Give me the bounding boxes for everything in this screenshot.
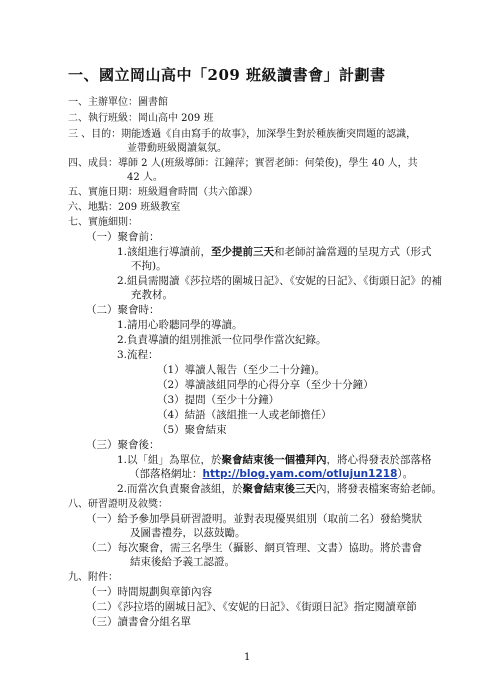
before-item-1: 1.該組進行導讀前，至少提前三天和老師討論當週的呈現方式（形式 <box>117 246 432 258</box>
flow-step-1: （1）導讀人報告（至少二十分鐘)。 <box>157 364 326 376</box>
section-purpose: 三 、目的：期能透過《自由寫手的故事》，加深學生對於種族衝突問題的認識， <box>68 129 417 140</box>
section-purpose-cont: 並帶動班級閱讀氣氛。 <box>127 143 227 154</box>
flow-step-2: （2）導讀該組同學的心得分享（至少十分鐘） <box>157 379 374 391</box>
section-members-cont: 42 人。 <box>127 172 163 183</box>
after-item-1-cont: （部落格網址：http://blog.yam.com/otlujun1218）。 <box>129 468 414 480</box>
during-item-3: 3.流程： <box>117 349 159 361</box>
during-item-2: 2.負責導讀的組別推派一位同學作當次紀錄。 <box>117 334 327 346</box>
during-item-1: 1.請用心聆聽同學的導讀。 <box>117 319 243 331</box>
section-organizer: 一、主辦單位：圖書館 <box>68 97 168 108</box>
attachment-item-3: （三）讀書會分組名單 <box>86 616 191 628</box>
attachment-item-1: （一）時間規劃與章節內容 <box>86 586 212 598</box>
after-item-1: 1.以「組」為單位，於聚會結束後一個禮拜內，將心得發表於部落格 <box>117 454 432 466</box>
section-date: 五、實施日期：班級週會時間（共六節課） <box>68 187 258 198</box>
blog-url-link[interactable]: http://blog.yam.com/otlujun1218 <box>202 468 398 480</box>
flow-step-4: （4）結語（該組推一人或老師擔任） <box>157 409 332 421</box>
before-item-2: 2.組員需閱讀《莎拉塔的圍城日記》、《安妮的日記》、《街頭日記》的補 <box>117 275 443 287</box>
section-location: 六、地點：209 班級教室 <box>68 202 181 213</box>
certificate-item-1-cont: 及圖書禮券，以茲鼓勵。 <box>130 527 246 539</box>
after-item-2: 2.而當次負責聚會該組，於聚會結束後三天內，將發表檔案寄給老師。 <box>117 483 443 495</box>
details-after-heading: （三）聚會後： <box>86 439 160 451</box>
certificate-item-2: （二）每次聚會，需三名學生（攝影、網頁管理、文書）協助。將於書會 <box>86 542 422 554</box>
certificate-item-1: （一）給予參加學員研習證明。並對表現優異組別（取前二名）發給獎狀 <box>86 513 422 525</box>
attachment-item-2: （二）《莎拉塔的圍城日記》、《安妮的日記》、《街頭日記》指定閱讀章節 <box>86 601 417 613</box>
flow-step-5: （5）聚會結束 <box>157 424 227 436</box>
before-item-2-cont: 充教材。 <box>131 289 173 301</box>
details-before-heading: （一）聚會前： <box>86 231 160 243</box>
section-details: 七、實施細則： <box>68 217 138 228</box>
before-item-1-cont: 不拘)。 <box>131 260 167 272</box>
document-title: 一、國立岡山高中「209 班級讀書會」計劃書 <box>68 66 386 84</box>
page-number: 1 <box>244 652 251 663</box>
details-during-heading: （二）聚會時： <box>86 304 160 316</box>
section-class: 二、執行班級：岡山高中 209 班 <box>68 113 214 124</box>
flow-step-3: （3）提問（至少十分鐘） <box>157 394 280 406</box>
certificate-item-2-cont: 結束後給予義工認證。 <box>130 556 235 568</box>
section-attachments: 九、附件： <box>68 572 118 583</box>
section-certificate: 八、研習證明及敘獎： <box>68 499 168 510</box>
section-members: 四、成員：導師 2 人(班級導師：江鐘萍；實習老師：何榮俊)，學生 40 人，共 <box>68 158 418 169</box>
